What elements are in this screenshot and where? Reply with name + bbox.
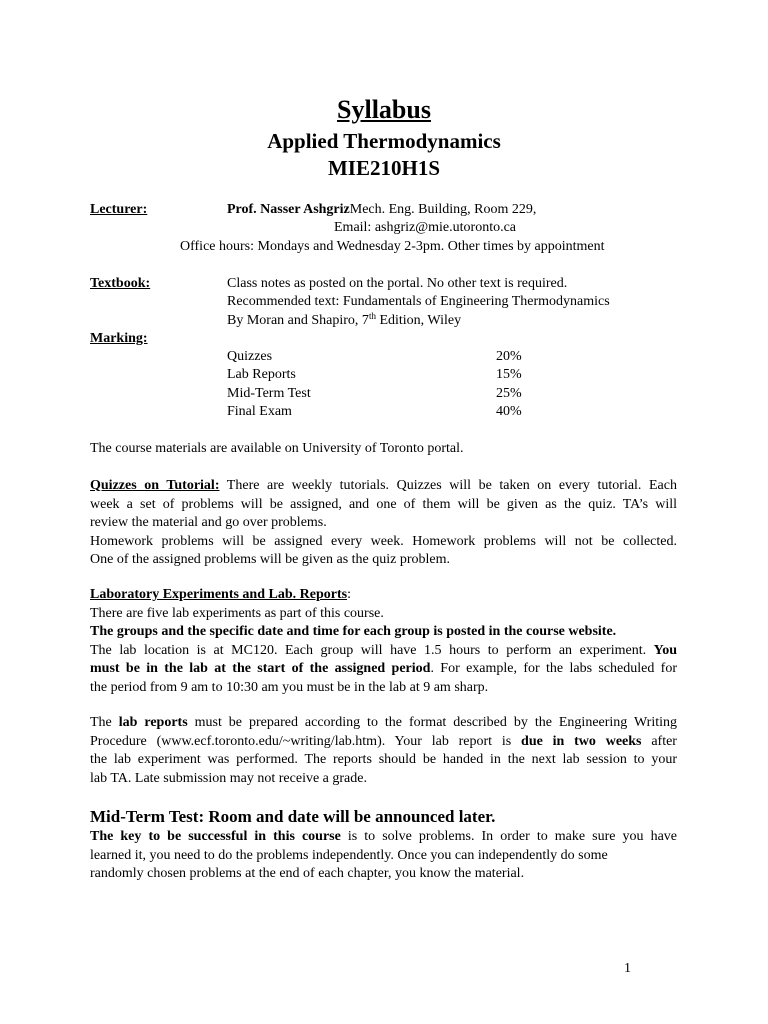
document-title: Syllabus [337,95,431,124]
office-hours: Office hours: Mondays and Wednesday 2-3pm. Other times by appointment [180,239,605,254]
lecturer-line [227,201,536,220]
marking-item-name: Quizzes [227,349,273,364]
reports-line: lab TA. Late submission may not receive a grade. [90,770,367,786]
course-code: MIE210H1S [327,156,440,180]
textbook-edition-sup: th [368,311,376,321]
quizzes-line: review the material and go over problems. [90,515,327,530]
homework-line: Homework problems will be assigned every week. Homework problems will not be collected. [90,533,677,549]
midterm-line: randomly chosen problems at the end of each chapter, you know the material. [90,866,525,881]
textbook-publisher: Edition, Wiley [375,313,462,328]
lab-line [90,660,677,679]
reports-text: Procedure (www.ecf.toronto.edu/~writing/lab.htm). Your lab report is [90,733,522,749]
lab-line: the period from 9 am to 10:30 am you must be in the lab at 9 am sharp. [90,679,489,695]
lab-line: The groups and the specific date and time for each group is posted in the course website. [90,624,617,639]
reports-text: The [90,715,119,730]
quizzes-line [90,477,677,496]
midterm-heading: Mid-Term Test: Room and date will be announced later. [90,807,496,826]
reports-emphasis: lab reports [118,715,188,730]
marking-item-name: Final Exam [227,404,292,419]
reports-text: after [641,733,677,749]
lab-emphasis: must be in the lab at the start of the assigned period [90,661,431,676]
lab-heading-line [90,586,677,605]
midterm-line [90,828,677,847]
marking-item-weight: 20% [496,349,522,364]
textbook-line-2: Recommended text: Fundamentals of Engineering Thermodynamics [227,294,610,309]
quizzes-text: There are weekly tutorials. Quizzes will be taken on every tutorial. Each [219,478,677,493]
marking-item-name: Lab Reports [227,367,296,382]
midterm-line: learned it, you need to do the problems independently. Once you can independently do some [90,847,608,863]
lecturer-office: Mech. Eng. Building, Room 229, [349,202,537,217]
reports-line [90,733,677,752]
reports-emphasis: due in two weeks [521,733,642,749]
lab-heading: Laboratory Experiments and Lab. Reports [90,587,348,602]
lab-text: The lab location is at MC120. Each group will have 1.5 hours to perform an experiment. [90,642,654,658]
lab-text: . For example, for the labs scheduled for [430,661,678,676]
page-number: 1 [624,961,631,976]
lab-section [90,586,677,697]
marking-item-weight: 15% [496,367,522,382]
marking-item-weight: 40% [496,404,522,419]
homework-line: One of the assigned problems will be given as the quiz problem. [90,552,451,567]
materials-note: The course materials are available on University of Toronto portal. [90,441,464,456]
lab-line: There are five lab experiments as part of this course. [90,605,384,621]
midterm-text: is to solve problems. In order to make sure you have [340,829,677,844]
textbook-line-3 [227,312,461,331]
midterm-emphasis: The key to be successful in this course [90,829,341,844]
course-name: Applied Thermodynamics [267,129,501,153]
lecturer-email: Email: ashgriz@mie.utoronto.ca [334,220,517,235]
textbook-line-1: Class notes as posted on the portal. No other text is required. [227,276,568,291]
quizzes-section [90,477,677,570]
textbook-edition-text: By Moran and Shapiro, 7 [227,313,369,328]
textbook-label: Textbook: [90,276,151,291]
marking-label: Marking: [90,331,148,346]
reports-text: must be prepared according to the format described by the Engineering Writing [187,715,677,730]
lab-line [90,642,677,661]
quizzes-line: week a set of problems will be assigned, and one of them will be given as the quiz. TA’s will [90,496,677,512]
lecturer-name: Prof. Nasser Ashgriz [227,202,350,217]
lab-emphasis: You [653,642,677,658]
reports-section [90,714,677,788]
marking-item-name: Mid-Term Test [227,386,311,401]
reports-line: the lab experiment was performed. The reports should be handed in the next lab session to your [90,752,677,767]
lecturer-label: Lecturer: [90,202,148,217]
lab-heading-colon: : [347,587,351,602]
reports-line [90,714,677,733]
marking-item-weight: 25% [496,386,522,401]
midterm-section [90,828,677,884]
quizzes-heading: Quizzes on Tutorial: [90,478,220,493]
